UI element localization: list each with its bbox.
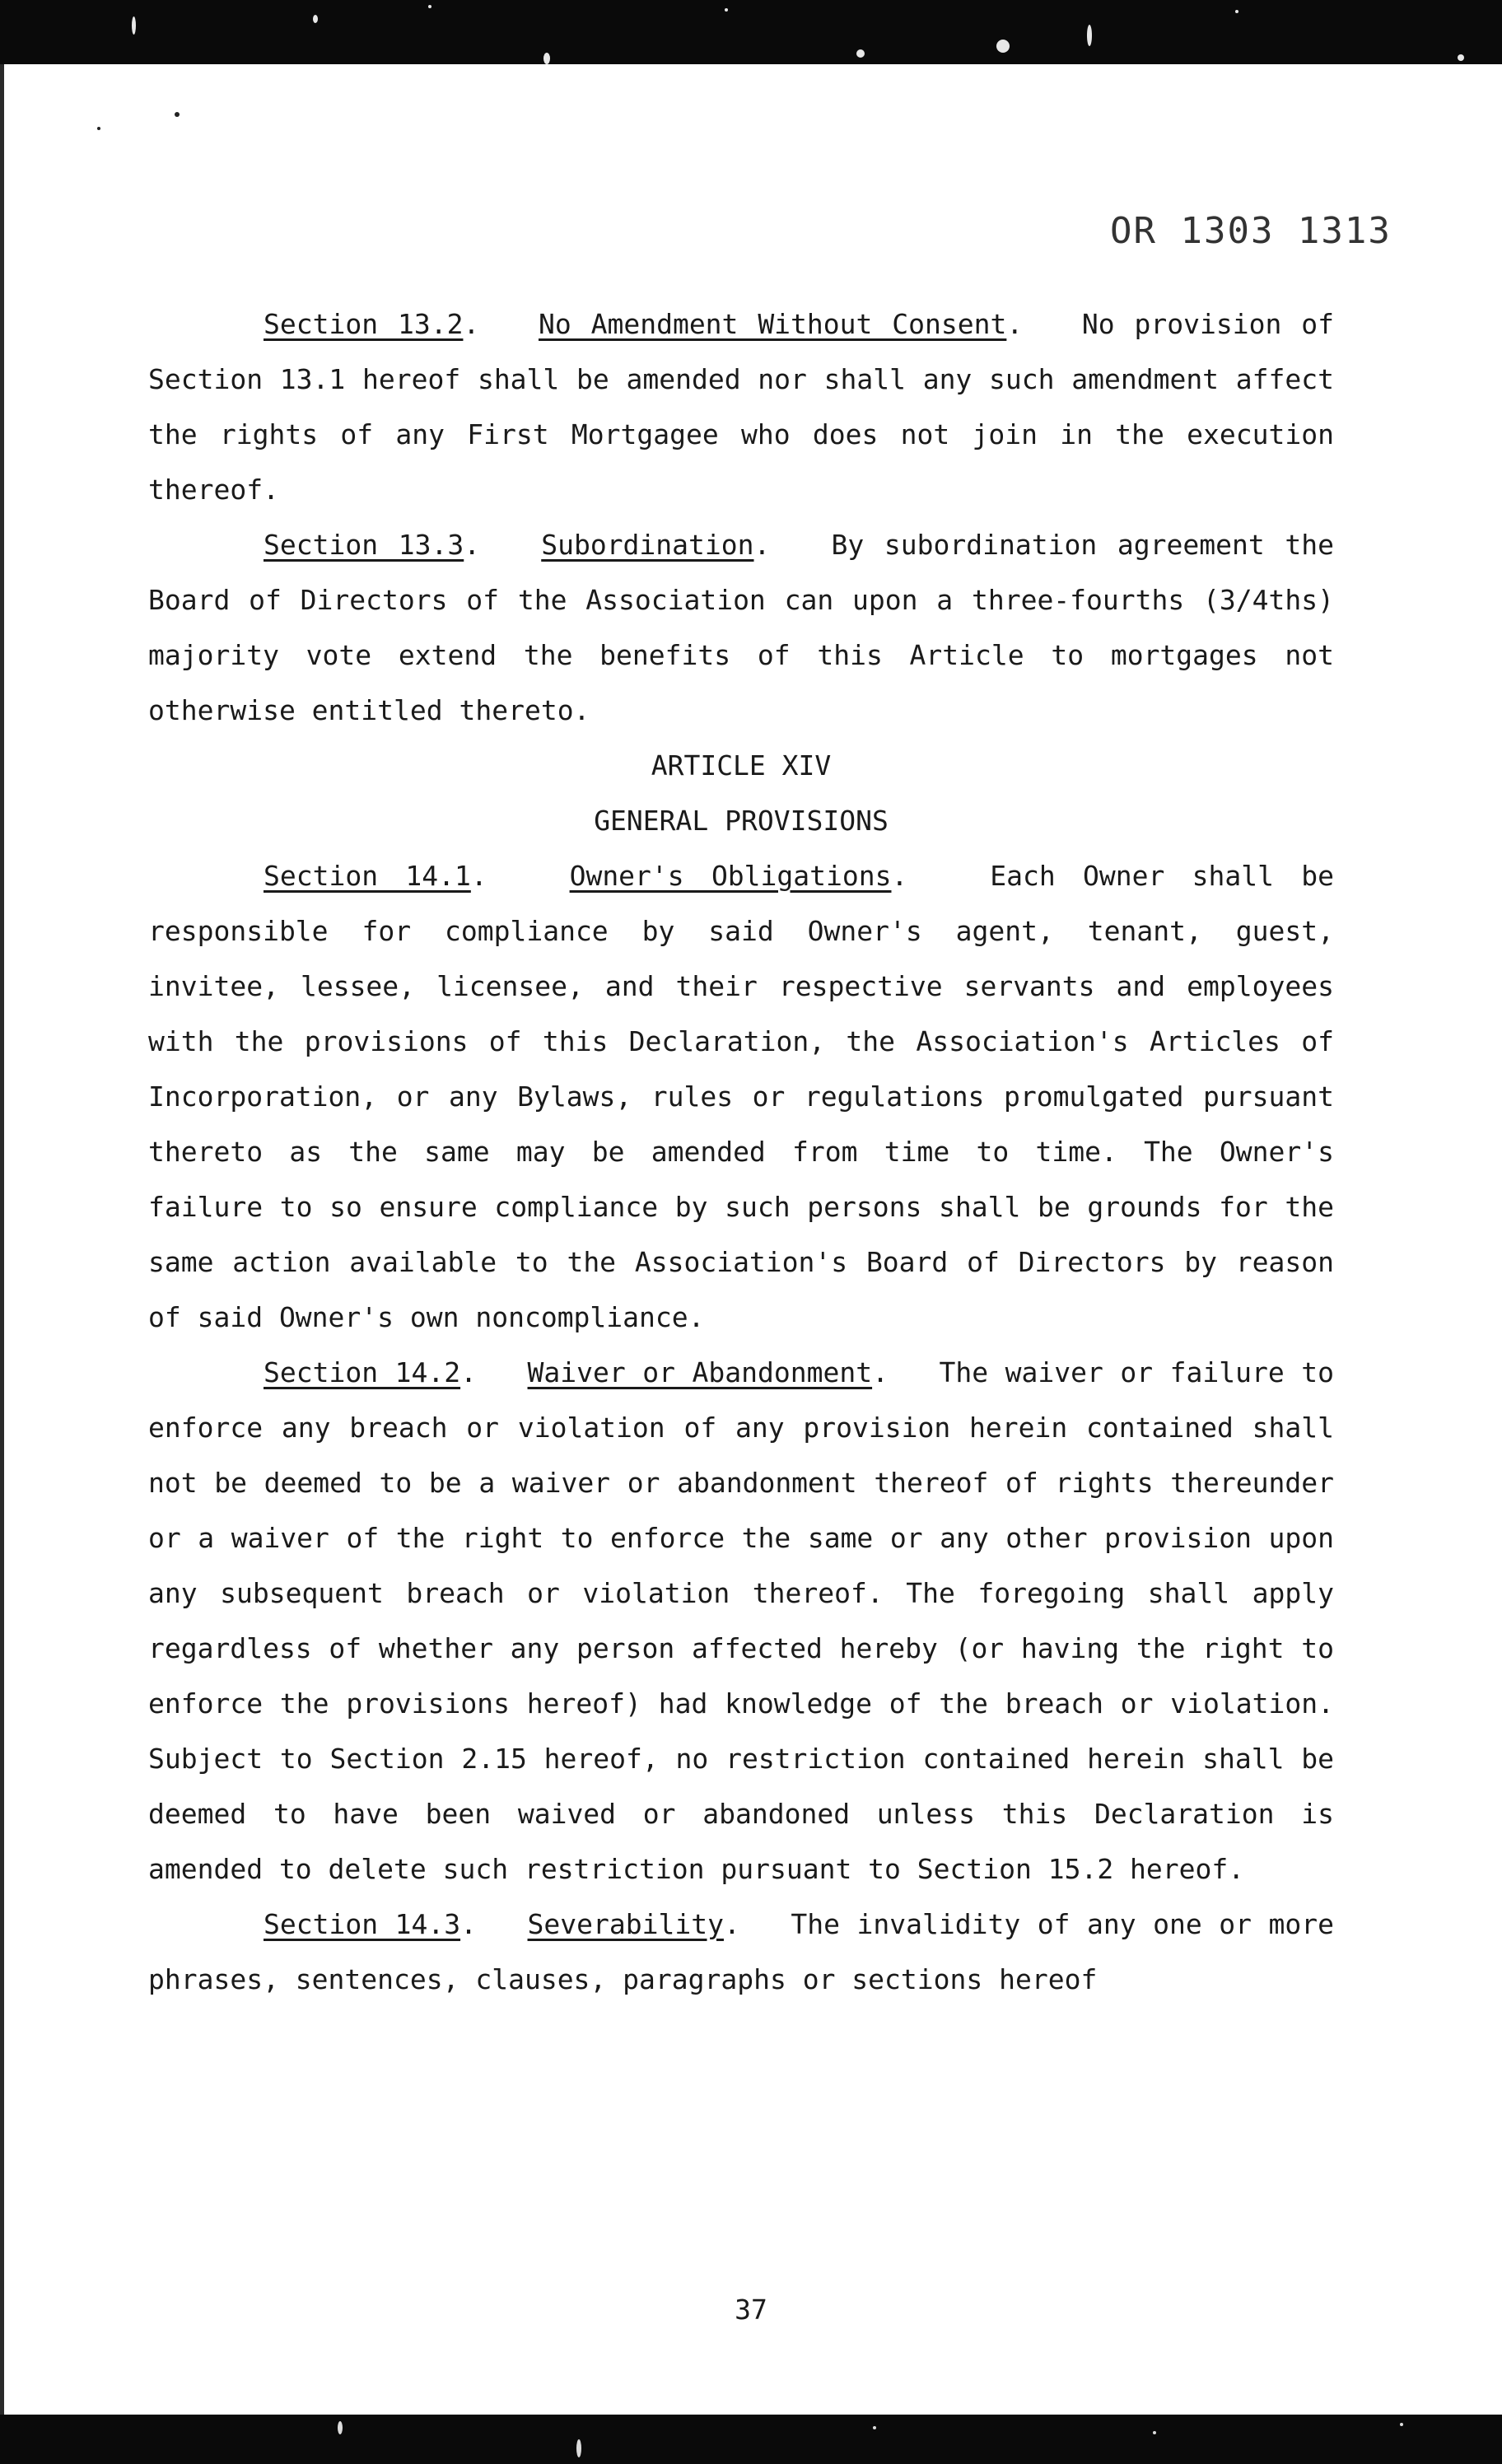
scan-speck (175, 112, 180, 117)
section-heading: Waiver or Abandonment (527, 1356, 873, 1388)
section-heading: Owner's Obligations (569, 860, 892, 892)
scan-border-top (0, 0, 1502, 64)
section-number: Section 14.3 (264, 1908, 461, 1940)
section-heading: No Amendment Without Consent (538, 308, 1007, 340)
section-14-3: Section 14.3. Severability. The invalidity of any one or more phrases, sentences, clauses, paragraphs or sections hereof (148, 1908, 1334, 1995)
section-heading: Severability (527, 1908, 724, 1940)
document-body (148, 296, 1334, 2007)
article-title: GENERAL PROVISIONS (594, 805, 889, 837)
section-number: Section 14.1 (264, 860, 471, 892)
page-number: 37 (735, 2294, 767, 2326)
section-text: The invalidity of any one or more phrases, sentences, clauses, paragraphs or sections hereof (148, 1908, 1334, 1995)
section-14-2: Section 14.2. Waiver or Abandonment. The waiver or failure to enforce any breach or violation of any provision herein contained shall not be deemed to be a waiver or abandonment thereof of rights thereunder or a waiver of the right to enforce the same or any other provision upon any subsequent breach or violation thereof. The foregoing shall apply regardless of whether any person affected hereby (or having the right to enforce the provisions hereof) had knowledge of the breach or violation. Subject to Section 2.15 hereof, no restriction contained herein shall be deemed to have been waived or abandoned unless this Declaration is amended to delete such restriction pursuant to Section 15.2 hereof. (148, 1356, 1334, 1885)
book-page-reference: OR 1303 1313 (1110, 210, 1392, 252)
section-heading: Subordination (541, 529, 754, 561)
section-13-3: Section 13.3. Subordination. By subordination agreement the Board of Directors of the Association can upon a three-fourths (3/4ths) majority vote extend the benefits of this Article to mortgages not otherwise entitled thereto. (148, 529, 1334, 726)
section-number: Section 14.2 (264, 1356, 461, 1388)
section-text: No provision of Section 13.1 hereof shall be amended nor shall any such amendment affect the rights of any First Mortgagee who does not join in the execution thereof. (148, 308, 1334, 506)
section-text: By subordination agreement the Board of Directors of the Association can upon a three-fourths (3/4ths) majority vote extend the benefits of this Article to mortgages not otherwise entitled thereto. (148, 529, 1334, 726)
section-text: Each Owner shall be responsible for compliance by said Owner's agent, tenant, guest, invitee, lessee, licensee, and their respective servants and employees with the provisions of this Declaration, the Association's Articles of Incorporation, or any Bylaws, rules or regulations promulgated pursuant thereto as the same may be amended from time to time. The Owner's failure to so ensure compliance by such persons shall be grounds for the same action available to the Association's Board of Directors by reason of said Owner's own noncompliance. (148, 860, 1334, 1333)
article-number: ARTICLE XIV (651, 749, 832, 782)
scan-border-bottom (0, 2415, 1502, 2464)
section-text: The waiver or failure to enforce any breach or violation of any provision herein contained shall not be deemed to be a waiver or abandonment thereof of rights thereunder or a waiver of the right to enforce the same or any other provision upon any subsequent breach or violation thereof. The foregoing shall apply regardless of whether any person affected hereby (or having the right to enforce the provisions hereof) had knowledge of the breach or violation. Subject to Section 2.15 hereof, no restriction contained herein shall be deemed to have been waived or abandoned unless this Declaration is amended to delete such restriction pursuant to Section 15.2 hereof. (148, 1356, 1334, 1885)
section-number: Section 13.3 (264, 529, 464, 561)
scan-speck (97, 127, 100, 130)
scan-left-edge (0, 64, 4, 2415)
section-number: Section 13.2 (264, 308, 464, 340)
section-13-2: Section 13.2. No Amendment Without Consent. No provision of Section 13.1 hereof shall be amended nor shall any such amendment affect the rights of any First Mortgagee who does not join in the execution thereof. (148, 308, 1334, 506)
section-14-1: Section 14.1. Owner's Obligations. Each Owner shall be responsible for compliance by said Owner's agent, tenant, guest, invitee, lessee, licensee, and their respective servants and employees with the provisions of this Declaration, the Association's Articles of Incorporation, or any Bylaws, rules or regulations promulgated pursuant thereto as the same may be amended from time to time. The Owner's failure to so ensure compliance by such persons shall be grounds for the same action available to the Association's Board of Directors by reason of said Owner's own noncompliance. (148, 860, 1334, 1333)
